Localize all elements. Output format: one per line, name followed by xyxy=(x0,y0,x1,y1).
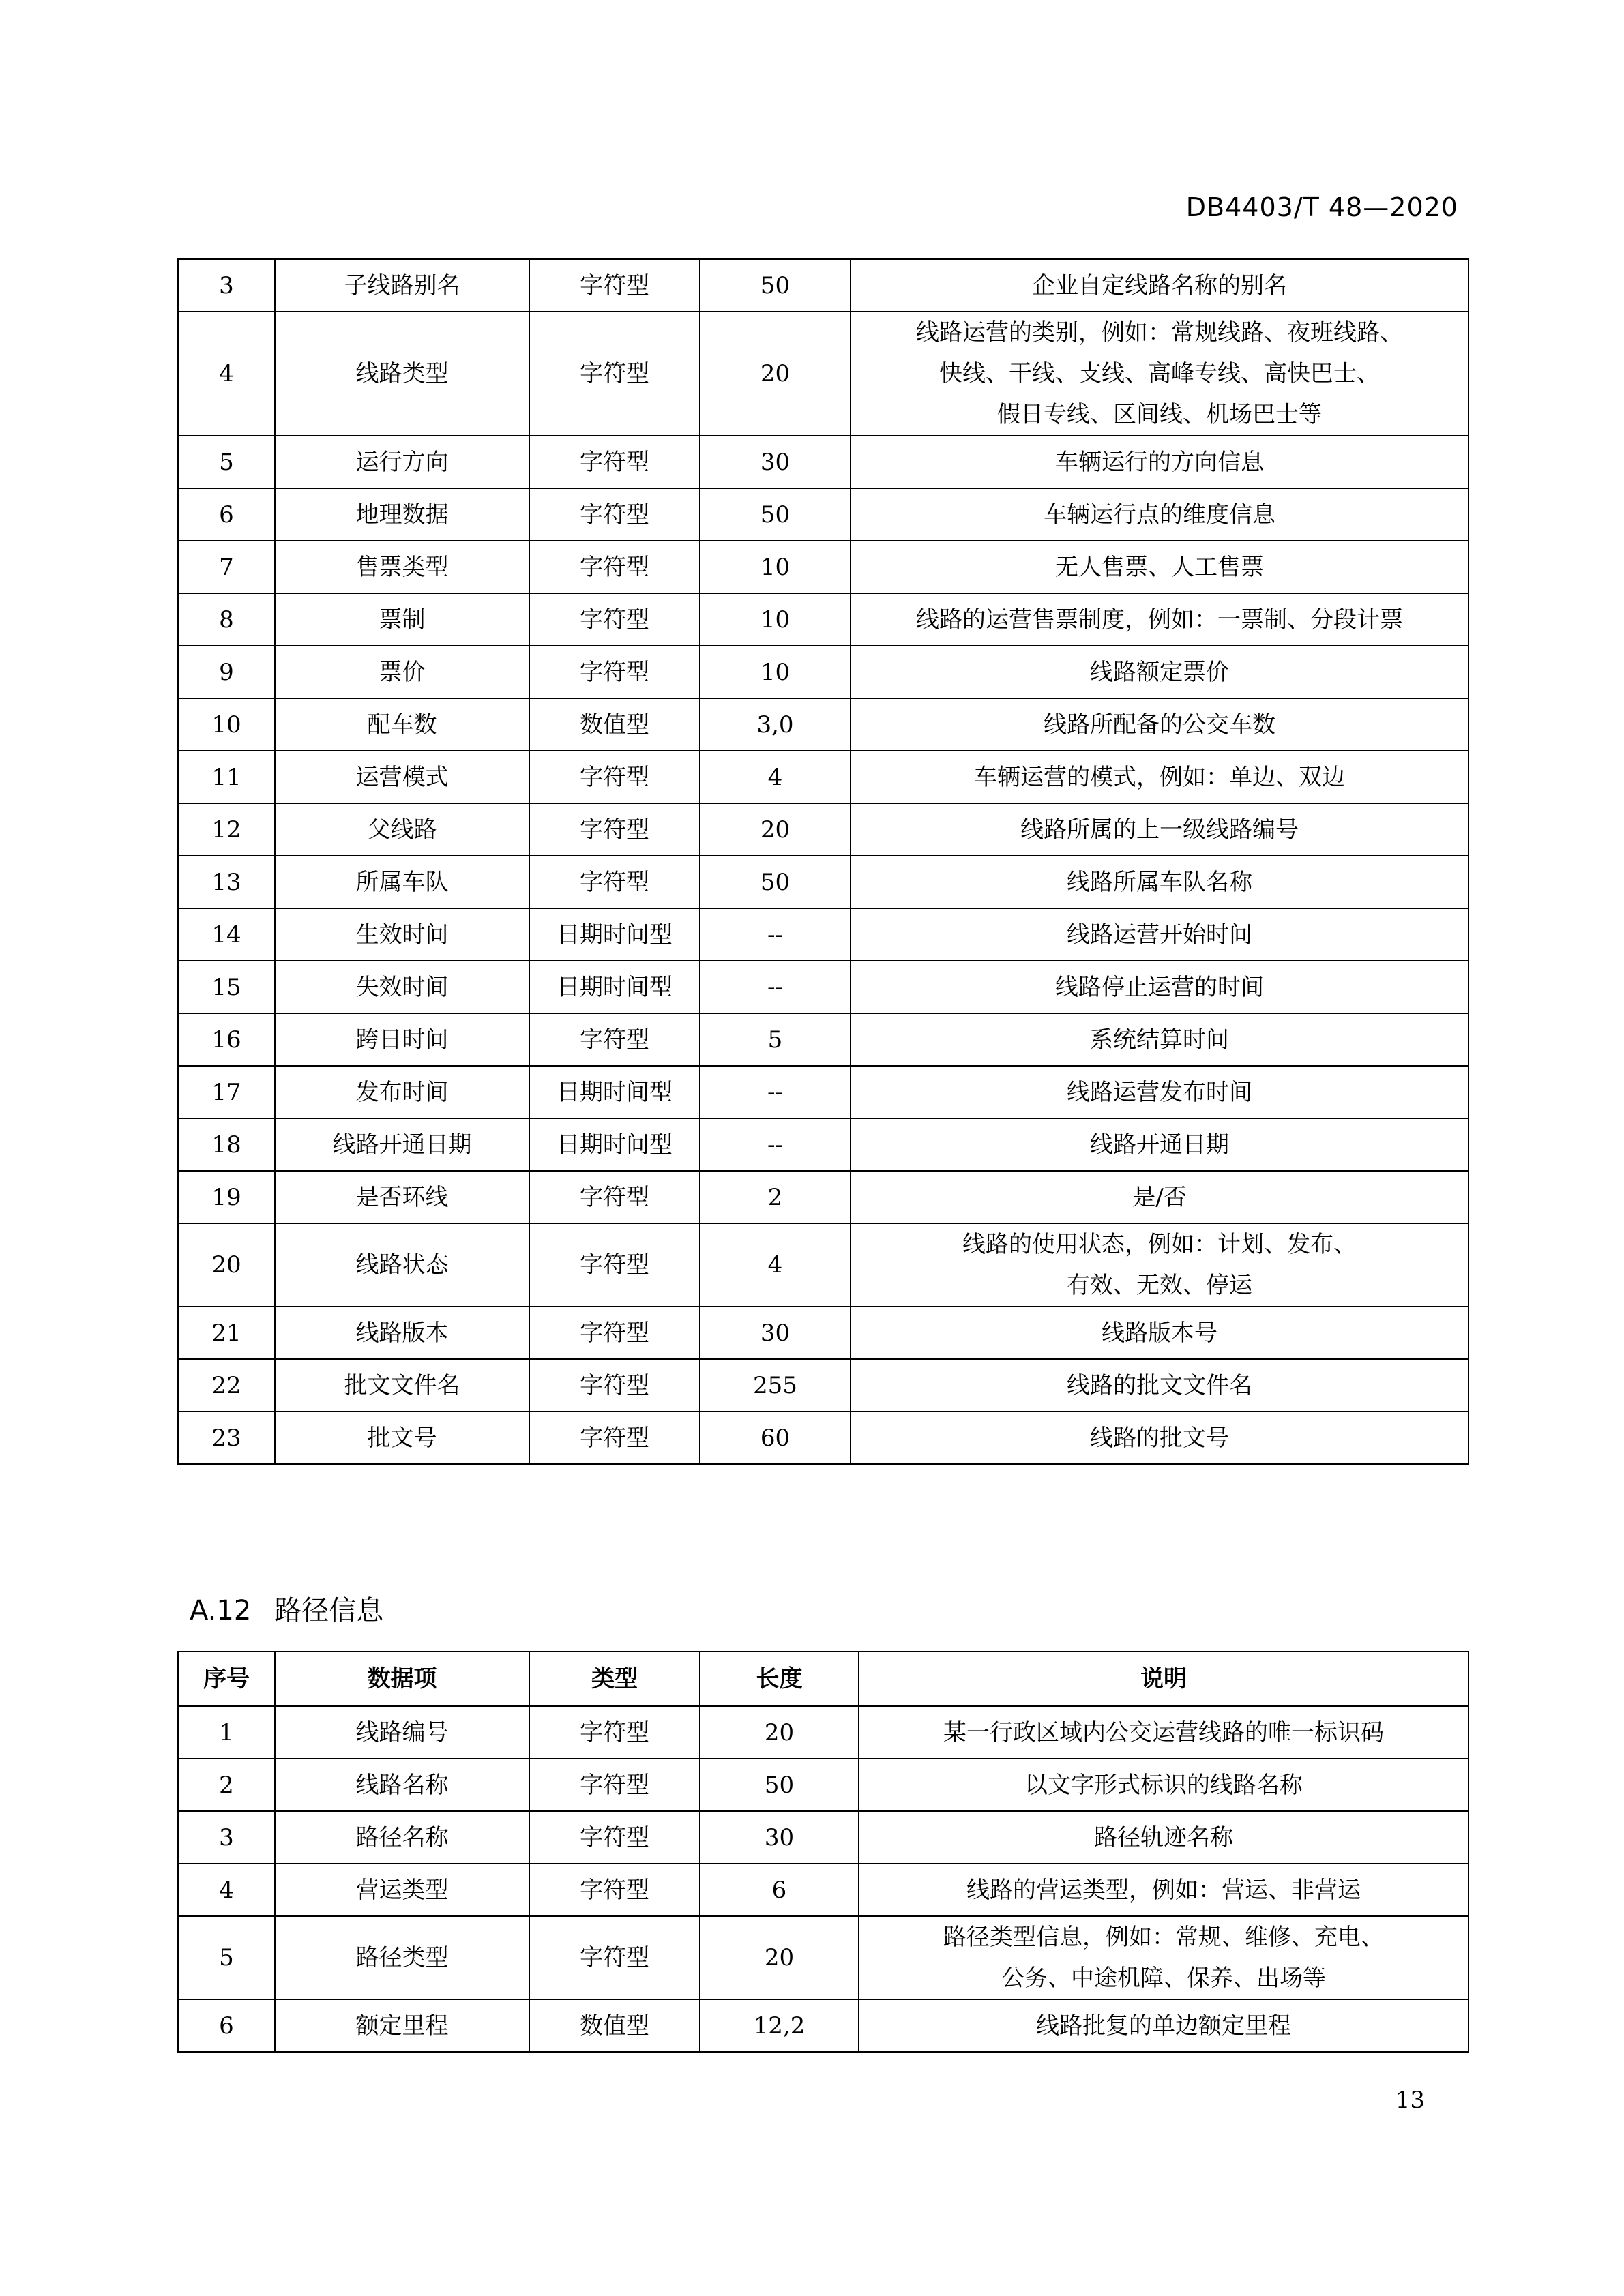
cell-type: 日期时间型 xyxy=(529,961,700,1013)
cell-index: 11 xyxy=(178,751,275,803)
cell-item: 售票类型 xyxy=(275,541,529,593)
cell-description xyxy=(859,1706,1468,1759)
description-line: 公务、中途机障、保养、出场等 xyxy=(1001,1965,1326,1992)
cell-description xyxy=(851,259,1468,312)
cell-item: 路径类型 xyxy=(275,1916,529,1999)
cell-index: 20 xyxy=(178,1223,275,1307)
cell-description xyxy=(859,1864,1468,1916)
cell-type: 字符型 xyxy=(529,312,700,436)
description-line: 车辆运行点的维度信息 xyxy=(1044,501,1275,528)
cell-description xyxy=(851,436,1468,488)
cell-item: 父线路 xyxy=(275,803,529,856)
description-line: 线路运营开始时间 xyxy=(1067,921,1252,949)
cell-item: 额定里程 xyxy=(275,1999,529,2052)
cell-type: 字符型 xyxy=(529,1811,700,1864)
cell-item: 跨日时间 xyxy=(275,1013,529,1066)
cell-item: 批文文件名 xyxy=(275,1359,529,1412)
table-row xyxy=(178,698,1468,751)
cell-description xyxy=(851,1412,1468,1464)
header-cell: 序号 xyxy=(178,1652,275,1706)
table-row xyxy=(178,1412,1468,1464)
cell-type: 字符型 xyxy=(529,1412,700,1464)
cell-length: 10 xyxy=(700,541,851,593)
cell-description xyxy=(859,1811,1468,1864)
table-row xyxy=(178,1999,1468,2052)
cell-length: 30 xyxy=(700,1811,859,1864)
description-line: 线路的批文号 xyxy=(1090,1424,1229,1452)
cell-index: 17 xyxy=(178,1066,275,1118)
cell-length: 4 xyxy=(700,751,851,803)
description-line: 路径类型信息，例如：常规、维修、充电、 xyxy=(943,1924,1384,1951)
cell-item: 线路状态 xyxy=(275,1223,529,1307)
cell-length: 30 xyxy=(700,436,851,488)
cell-item: 营运类型 xyxy=(275,1864,529,1916)
description-line: 快线、干线、支线、高峰专线、高快巴士、 xyxy=(939,360,1380,387)
cell-length: 60 xyxy=(700,1412,851,1464)
table-row xyxy=(178,961,1468,1013)
cell-index: 21 xyxy=(178,1307,275,1359)
table-row xyxy=(178,1864,1468,1916)
table-row xyxy=(178,646,1468,698)
cell-length: 2 xyxy=(700,1171,851,1223)
cell-index: 18 xyxy=(178,1118,275,1171)
cell-item: 失效时间 xyxy=(275,961,529,1013)
table-row xyxy=(178,1706,1468,1759)
cell-type: 字符型 xyxy=(529,541,700,593)
description-line: 线路所属的上一级线路编号 xyxy=(1020,816,1299,844)
cell-length: 20 xyxy=(700,803,851,856)
data-table-continued xyxy=(177,258,1469,1465)
cell-item: 运行方向 xyxy=(275,436,529,488)
cell-index: 15 xyxy=(178,961,275,1013)
table-row xyxy=(178,1118,1468,1171)
header-cell: 数据项 xyxy=(275,1652,529,1706)
cell-length: 20 xyxy=(700,1916,859,1999)
cell-description xyxy=(851,1013,1468,1066)
cell-index: 9 xyxy=(178,646,275,698)
cell-description xyxy=(851,1307,1468,1359)
section-number: A.12 xyxy=(190,1595,252,1626)
cell-item: 线路类型 xyxy=(275,312,529,436)
description-line: 以文字形式标识的线路名称 xyxy=(1024,1771,1303,1799)
cell-length: -- xyxy=(700,1118,851,1171)
cell-description xyxy=(851,1223,1468,1307)
cell-index: 12 xyxy=(178,803,275,856)
description-line: 线路额定票价 xyxy=(1090,658,1229,686)
cell-description xyxy=(851,1171,1468,1223)
cell-description xyxy=(851,312,1468,436)
cell-type: 字符型 xyxy=(529,751,700,803)
cell-index: 10 xyxy=(178,698,275,751)
cell-length: -- xyxy=(700,908,851,961)
description-line: 线路运营的类别，例如：常规线路、夜班线路、 xyxy=(916,319,1403,346)
description-line: 线路所配备的公交车数 xyxy=(1044,711,1275,739)
description-line: 线路运营发布时间 xyxy=(1067,1078,1252,1106)
cell-length: 10 xyxy=(700,646,851,698)
cell-type: 日期时间型 xyxy=(529,1118,700,1171)
cell-description xyxy=(851,856,1468,908)
cell-type: 数值型 xyxy=(529,698,700,751)
cell-length: -- xyxy=(700,1066,851,1118)
cell-item: 子线路别名 xyxy=(275,259,529,312)
cell-description xyxy=(851,803,1468,856)
cell-type: 字符型 xyxy=(529,1759,700,1811)
cell-item: 票制 xyxy=(275,593,529,646)
cell-index: 2 xyxy=(178,1759,275,1811)
cell-index: 5 xyxy=(178,1916,275,1999)
table-row xyxy=(178,1811,1468,1864)
cell-length: 50 xyxy=(700,488,851,541)
cell-index: 6 xyxy=(178,488,275,541)
cell-item: 是否环线 xyxy=(275,1171,529,1223)
header-cell: 长度 xyxy=(700,1652,859,1706)
table-row xyxy=(178,1359,1468,1412)
header-cell: 类型 xyxy=(529,1652,700,1706)
cell-index: 1 xyxy=(178,1706,275,1759)
cell-index: 3 xyxy=(178,1811,275,1864)
cell-type: 字符型 xyxy=(529,1171,700,1223)
cell-description xyxy=(851,593,1468,646)
cell-type: 字符型 xyxy=(529,436,700,488)
cell-length: 50 xyxy=(700,1759,859,1811)
table-row xyxy=(178,1013,1468,1066)
cell-item: 线路版本 xyxy=(275,1307,529,1359)
cell-type: 字符型 xyxy=(529,1706,700,1759)
cell-item: 地理数据 xyxy=(275,488,529,541)
cell-type: 字符型 xyxy=(529,1307,700,1359)
table-row xyxy=(178,1066,1468,1118)
cell-item: 生效时间 xyxy=(275,908,529,961)
table-header-row xyxy=(178,1652,1468,1706)
cell-length: 5 xyxy=(700,1013,851,1066)
cell-type: 数值型 xyxy=(529,1999,700,2052)
section-heading xyxy=(190,1589,383,1628)
table-row xyxy=(178,488,1468,541)
document-code: DB4403/T 48—2020 xyxy=(1185,192,1458,222)
cell-item: 所属车队 xyxy=(275,856,529,908)
cell-length: 50 xyxy=(700,259,851,312)
table-row xyxy=(178,259,1468,312)
cell-description xyxy=(851,646,1468,698)
cell-length: 6 xyxy=(700,1864,859,1916)
cell-description xyxy=(859,1759,1468,1811)
table-row xyxy=(178,312,1468,436)
cell-description xyxy=(851,1118,1468,1171)
cell-index: 16 xyxy=(178,1013,275,1066)
cell-item: 批文号 xyxy=(275,1412,529,1464)
cell-length: 20 xyxy=(700,1706,859,1759)
description-line: 车辆运营的模式，例如：单边、双边 xyxy=(974,763,1345,791)
cell-type: 日期时间型 xyxy=(529,908,700,961)
description-line: 系统结算时间 xyxy=(1090,1026,1229,1054)
cell-length: 4 xyxy=(700,1223,851,1307)
description-line: 线路所属车队名称 xyxy=(1067,868,1252,896)
cell-index: 23 xyxy=(178,1412,275,1464)
cell-description xyxy=(851,698,1468,751)
cell-item: 线路名称 xyxy=(275,1759,529,1811)
cell-type: 字符型 xyxy=(529,1916,700,1999)
table-row xyxy=(178,1307,1468,1359)
page-number: 13 xyxy=(1395,2087,1425,2114)
description-line: 线路的使用状态，例如：计划、发布、 xyxy=(962,1231,1357,1258)
cell-index: 19 xyxy=(178,1171,275,1223)
description-line: 假日专线、区间线、机场巴士等 xyxy=(997,401,1322,428)
cell-description xyxy=(851,488,1468,541)
cell-type: 字符型 xyxy=(529,803,700,856)
cell-type: 字符型 xyxy=(529,488,700,541)
cell-item: 配车数 xyxy=(275,698,529,751)
description-line: 是/否 xyxy=(1132,1183,1187,1211)
cell-type: 字符型 xyxy=(529,259,700,312)
cell-item: 线路编号 xyxy=(275,1706,529,1759)
cell-length: 30 xyxy=(700,1307,851,1359)
description-line: 线路的营运类型，例如：营运、非营运 xyxy=(966,1876,1361,1904)
cell-type: 日期时间型 xyxy=(529,1066,700,1118)
description-line: 线路开通日期 xyxy=(1090,1131,1229,1159)
cell-index: 6 xyxy=(178,1999,275,2052)
cell-description xyxy=(851,1359,1468,1412)
cell-length: 12,2 xyxy=(700,1999,859,2052)
cell-description xyxy=(851,1066,1468,1118)
cell-description xyxy=(851,751,1468,803)
cell-item: 发布时间 xyxy=(275,1066,529,1118)
cell-index: 7 xyxy=(178,541,275,593)
cell-index: 22 xyxy=(178,1359,275,1412)
cell-description xyxy=(851,541,1468,593)
cell-type: 字符型 xyxy=(529,593,700,646)
cell-item: 路径名称 xyxy=(275,1811,529,1864)
description-line: 车辆运行的方向信息 xyxy=(1055,448,1264,476)
description-line: 线路批复的单边额定里程 xyxy=(1036,2012,1291,2040)
cell-type: 字符型 xyxy=(529,1013,700,1066)
description-line: 路径轨迹名称 xyxy=(1094,1823,1233,1851)
description-line: 线路停止运营的时间 xyxy=(1055,973,1264,1001)
cell-length: 50 xyxy=(700,856,851,908)
table-row xyxy=(178,803,1468,856)
table-row xyxy=(178,1171,1468,1223)
cell-index: 5 xyxy=(178,436,275,488)
cell-index: 4 xyxy=(178,1864,275,1916)
table-row xyxy=(178,751,1468,803)
cell-length: 20 xyxy=(700,312,851,436)
table-row xyxy=(178,1916,1468,1999)
table-row xyxy=(178,541,1468,593)
cell-type: 字符型 xyxy=(529,1359,700,1412)
cell-type: 字符型 xyxy=(529,856,700,908)
cell-type: 字符型 xyxy=(529,1223,700,1307)
description-line: 线路的运营售票制度，例如：一票制、分段计票 xyxy=(916,606,1403,633)
table-row xyxy=(178,856,1468,908)
description-line: 无人售票、人工售票 xyxy=(1055,553,1264,581)
section-title: 路径信息 xyxy=(274,1595,384,1626)
cell-index: 8 xyxy=(178,593,275,646)
cell-description xyxy=(859,1999,1468,2052)
cell-index: 13 xyxy=(178,856,275,908)
cell-index: 14 xyxy=(178,908,275,961)
table-row xyxy=(178,908,1468,961)
cell-description xyxy=(851,961,1468,1013)
cell-index: 4 xyxy=(178,312,275,436)
description-line: 线路的批文文件名 xyxy=(1067,1371,1252,1399)
cell-item: 运营模式 xyxy=(275,751,529,803)
description-line: 有效、无效、停运 xyxy=(1067,1272,1252,1299)
cell-description xyxy=(859,1916,1468,1999)
table-row xyxy=(178,1223,1468,1307)
table-row xyxy=(178,436,1468,488)
route-info-table xyxy=(177,1651,1469,2053)
cell-description xyxy=(851,908,1468,961)
cell-length: 255 xyxy=(700,1359,851,1412)
cell-index: 3 xyxy=(178,259,275,312)
cell-item: 线路开通日期 xyxy=(275,1118,529,1171)
cell-item: 票价 xyxy=(275,646,529,698)
description-line: 某一行政区域内公交运营线路的唯一标识码 xyxy=(943,1718,1384,1746)
table-row xyxy=(178,1759,1468,1811)
description-line: 线路版本号 xyxy=(1102,1319,1217,1347)
header-cell: 说明 xyxy=(859,1652,1468,1706)
table-row xyxy=(178,593,1468,646)
description-line: 企业自定线路名称的别名 xyxy=(1032,271,1287,299)
cell-type: 字符型 xyxy=(529,1864,700,1916)
cell-length: 10 xyxy=(700,593,851,646)
cell-length: 3,0 xyxy=(700,698,851,751)
cell-type: 字符型 xyxy=(529,646,700,698)
cell-length: -- xyxy=(700,961,851,1013)
